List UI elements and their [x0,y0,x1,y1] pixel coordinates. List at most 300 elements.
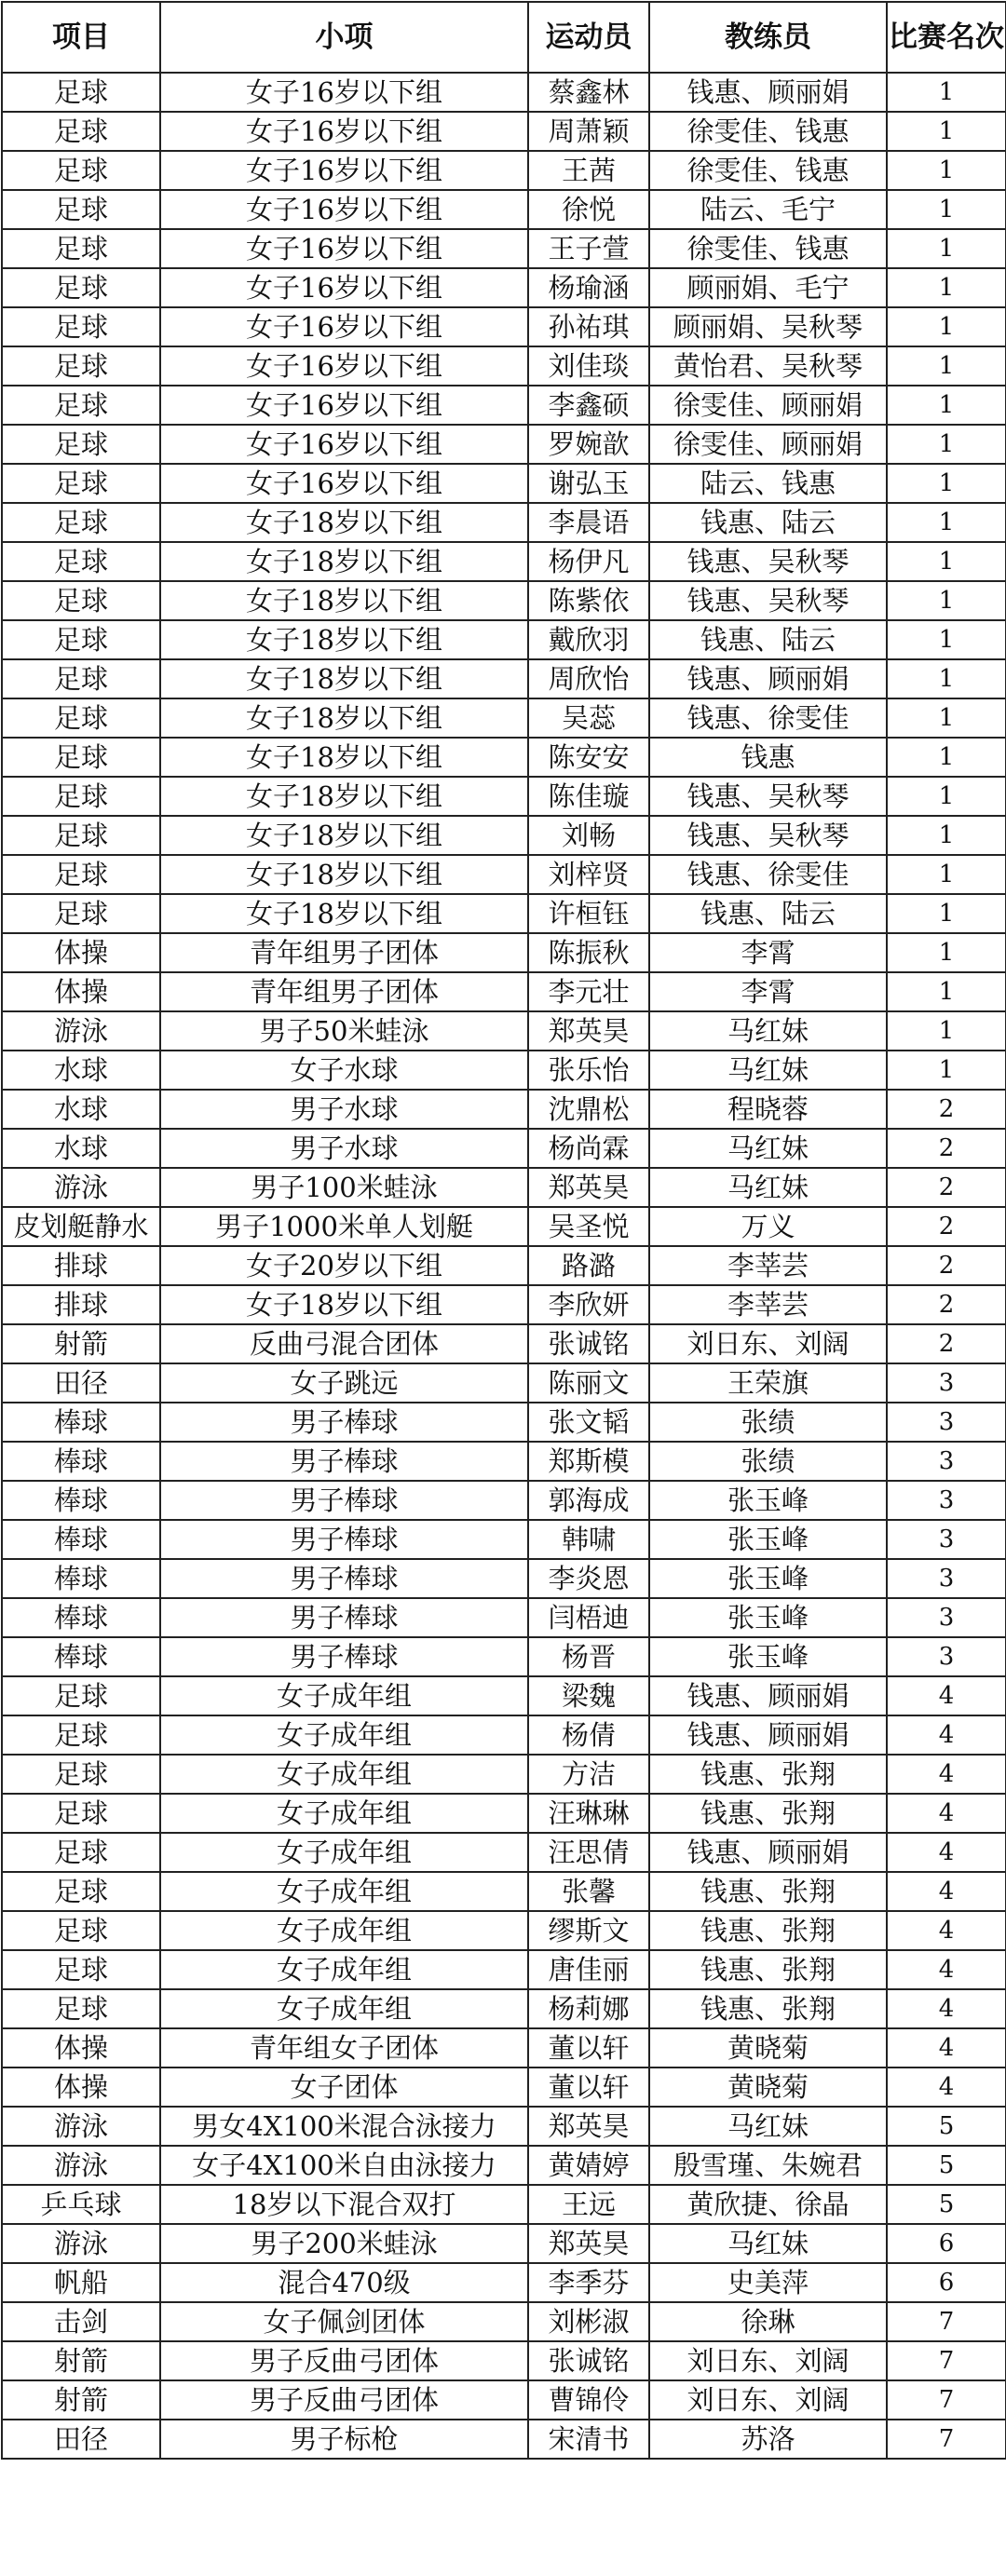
table-row [2,1324,1006,1363]
cell-rank: 1 [887,933,1006,972]
cell-coach: 李霄 [649,933,887,972]
cell-sport: 棒球 [2,1520,160,1559]
cell-coach: 钱惠、陆云 [649,503,887,542]
cell-coach: 苏洛 [649,2420,887,2459]
cell-event: 女子18岁以下组 [160,855,528,894]
cell-rank: 4 [887,1911,1006,1950]
table-row [2,1207,1006,1246]
cell-athlete: 郑英昊 [528,1168,649,1207]
cell-coach: 王荣旗 [649,1363,887,1403]
cell-sport: 足球 [2,1755,160,1794]
table-row [2,1090,1006,1129]
cell-athlete: 许桓钰 [528,894,649,933]
cell-athlete: 郑英昊 [528,2224,649,2263]
cell-coach: 马红妹 [649,2224,887,2263]
cell-rank: 2 [887,1285,1006,1324]
table-row [2,1168,1006,1207]
table-row [2,1755,1006,1794]
cell-athlete: 杨伊凡 [528,542,649,581]
cell-event: 女子18岁以下组 [160,503,528,542]
header-event: 小项 [160,2,528,73]
cell-athlete: 韩啸 [528,1520,649,1559]
cell-athlete: 陈佳璇 [528,777,649,816]
cell-athlete: 缪斯文 [528,1911,649,1950]
cell-rank: 1 [887,73,1006,112]
table-row [2,307,1006,346]
cell-sport: 水球 [2,1090,160,1129]
cell-sport: 击剑 [2,2302,160,2341]
cell-event: 男子反曲弓团体 [160,2380,528,2420]
cell-sport: 足球 [2,620,160,659]
cell-event: 女子成年组 [160,1950,528,1989]
cell-coach: 钱惠、顾丽娟 [649,1833,887,1872]
table-row [2,581,1006,620]
cell-sport: 足球 [2,1794,160,1833]
cell-athlete: 郑英昊 [528,1011,649,1051]
cell-sport: 体操 [2,972,160,1011]
cell-coach: 黄怡君、吴秋琴 [649,346,887,386]
cell-rank: 1 [887,112,1006,151]
table-row [2,73,1006,112]
table-row [2,1676,1006,1715]
table-row [2,1051,1006,1090]
header-rank: 比赛名次 [887,2,1006,73]
cell-sport: 足球 [2,307,160,346]
cell-athlete: 李季芬 [528,2263,649,2302]
cell-coach: 徐雯佳、钱惠 [649,229,887,268]
cell-athlete: 郑英昊 [528,2107,649,2146]
cell-athlete: 汪思倩 [528,1833,649,1872]
cell-athlete: 谢弘玉 [528,464,649,503]
cell-event: 女子16岁以下组 [160,346,528,386]
cell-sport: 足球 [2,1872,160,1911]
cell-event: 男子水球 [160,1090,528,1129]
table-row [2,268,1006,307]
cell-event: 男子反曲弓团体 [160,2341,528,2380]
cell-sport: 足球 [2,73,160,112]
header-row [2,2,1006,73]
cell-rank: 6 [887,2263,1006,2302]
cell-event: 反曲弓混合团体 [160,1324,528,1363]
cell-athlete: 刘彬淑 [528,2302,649,2341]
cell-rank: 4 [887,1950,1006,1989]
cell-rank: 7 [887,2420,1006,2459]
cell-athlete: 蔡鑫林 [528,73,649,112]
cell-sport: 足球 [2,894,160,933]
cell-sport: 水球 [2,1051,160,1090]
cell-rank: 4 [887,1872,1006,1911]
cell-event: 青年组男子团体 [160,972,528,1011]
header-athlete: 运动员 [528,2,649,73]
cell-coach: 钱惠、吴秋琴 [649,542,887,581]
cell-athlete: 宋清书 [528,2420,649,2459]
cell-rank: 4 [887,1794,1006,1833]
cell-sport: 棒球 [2,1598,160,1637]
cell-event: 男女4X100米混合泳接力 [160,2107,528,2146]
cell-sport: 射箭 [2,1324,160,1363]
cell-sport: 足球 [2,229,160,268]
cell-rank: 4 [887,1833,1006,1872]
cell-event: 女子成年组 [160,1794,528,1833]
cell-sport: 水球 [2,1129,160,1168]
table-row [2,1833,1006,1872]
cell-athlete: 张馨 [528,1872,649,1911]
cell-sport: 田径 [2,2420,160,2459]
cell-athlete: 张诚铭 [528,2341,649,2380]
cell-athlete: 汪琳琳 [528,1794,649,1833]
cell-rank: 3 [887,1442,1006,1481]
cell-athlete: 陈安安 [528,738,649,777]
cell-event: 女子成年组 [160,1833,528,1872]
cell-sport: 足球 [2,1989,160,2028]
cell-sport: 足球 [2,346,160,386]
table-body [2,73,1006,2459]
cell-coach: 钱惠、吴秋琴 [649,777,887,816]
cell-event: 男子1000米单人划艇 [160,1207,528,1246]
cell-event: 女子4X100米自由泳接力 [160,2146,528,2185]
cell-event: 女子16岁以下组 [160,229,528,268]
cell-coach: 徐雯佳、钱惠 [649,151,887,190]
cell-coach: 钱惠、顾丽娟 [649,1715,887,1755]
cell-event: 青年组女子团体 [160,2028,528,2068]
table-row [2,1129,1006,1168]
table-row [2,1403,1006,1442]
cell-coach: 徐雯佳、钱惠 [649,112,887,151]
cell-sport: 游泳 [2,2224,160,2263]
cell-rank: 6 [887,2224,1006,2263]
cell-rank: 5 [887,2185,1006,2224]
table-row [2,2341,1006,2380]
cell-athlete: 张乐怡 [528,1051,649,1090]
cell-coach: 顾丽娟、吴秋琴 [649,307,887,346]
cell-sport: 棒球 [2,1403,160,1442]
cell-sport: 棒球 [2,1637,160,1676]
cell-coach: 黄欣捷、徐晶 [649,2185,887,2224]
cell-rank: 1 [887,229,1006,268]
cell-event: 女子16岁以下组 [160,464,528,503]
cell-event: 男子100米蛙泳 [160,1168,528,1207]
table-row [2,2068,1006,2107]
table-row [2,190,1006,229]
cell-sport: 足球 [2,1833,160,1872]
cell-athlete: 路潞 [528,1246,649,1285]
cell-athlete: 黄婧婷 [528,2146,649,2185]
cell-athlete: 王远 [528,2185,649,2224]
cell-event: 女子16岁以下组 [160,425,528,464]
cell-event: 女子18岁以下组 [160,816,528,855]
cell-athlete: 王子萱 [528,229,649,268]
table-row [2,1950,1006,1989]
cell-sport: 乒乓球 [2,2185,160,2224]
table-row [2,151,1006,190]
cell-event: 男子水球 [160,1129,528,1168]
cell-event: 女子16岁以下组 [160,151,528,190]
table-row [2,1794,1006,1833]
cell-rank: 3 [887,1559,1006,1598]
table-row [2,933,1006,972]
table-row [2,464,1006,503]
cell-athlete: 杨晋 [528,1637,649,1676]
table-row [2,1481,1006,1520]
cell-sport: 射箭 [2,2380,160,2420]
cell-coach: 程晓蓉 [649,1090,887,1129]
cell-event: 女子团体 [160,2068,528,2107]
cell-sport: 足球 [2,464,160,503]
cell-coach: 钱惠、张翔 [649,1872,887,1911]
table-row [2,2028,1006,2068]
cell-rank: 1 [887,268,1006,307]
cell-rank: 3 [887,1637,1006,1676]
table-row [2,503,1006,542]
cell-sport: 足球 [2,151,160,190]
table-row [2,346,1006,386]
cell-event: 女子16岁以下组 [160,307,528,346]
cell-coach: 钱惠、吴秋琴 [649,581,887,620]
cell-coach: 张玉峰 [649,1637,887,1676]
header-coach: 教练员 [649,2,887,73]
cell-coach: 钱惠、张翔 [649,1989,887,2028]
cell-event: 青年组男子团体 [160,933,528,972]
cell-rank: 1 [887,307,1006,346]
cell-athlete: 陈丽文 [528,1363,649,1403]
cell-coach: 黄晓菊 [649,2068,887,2107]
cell-sport: 游泳 [2,2146,160,2185]
cell-rank: 7 [887,2380,1006,2420]
cell-event: 18岁以下混合双打 [160,2185,528,2224]
cell-event: 混合470级 [160,2263,528,2302]
cell-coach: 钱惠、陆云 [649,894,887,933]
cell-coach: 史美萍 [649,2263,887,2302]
cell-athlete: 李元壮 [528,972,649,1011]
cell-athlete: 梁魏 [528,1676,649,1715]
cell-event: 女子18岁以下组 [160,659,528,698]
cell-rank: 3 [887,1403,1006,1442]
cell-event: 男子50米蛙泳 [160,1011,528,1051]
cell-sport: 足球 [2,268,160,307]
cell-sport: 足球 [2,659,160,698]
table-row [2,425,1006,464]
cell-athlete: 李晨语 [528,503,649,542]
cell-event: 女子18岁以下组 [160,542,528,581]
cell-coach: 顾丽娟、毛宁 [649,268,887,307]
table-row [2,1715,1006,1755]
cell-rank: 3 [887,1598,1006,1637]
cell-coach: 刘日东、刘阔 [649,2341,887,2380]
cell-rank: 2 [887,1324,1006,1363]
cell-rank: 1 [887,542,1006,581]
table-row [2,2107,1006,2146]
cell-athlete: 唐佳丽 [528,1950,649,1989]
cell-athlete: 沈鼎松 [528,1090,649,1129]
cell-event: 女子16岁以下组 [160,386,528,425]
table-row [2,2263,1006,2302]
cell-athlete: 孙祐琪 [528,307,649,346]
cell-coach: 殷雪瑾、朱婉君 [649,2146,887,2185]
table-row [2,542,1006,581]
cell-rank: 4 [887,1755,1006,1794]
cell-athlete: 董以轩 [528,2068,649,2107]
cell-coach: 万义 [649,1207,887,1246]
cell-athlete: 杨莉娜 [528,1989,649,2028]
cell-athlete: 杨瑜涵 [528,268,649,307]
cell-sport: 田径 [2,1363,160,1403]
cell-event: 女子18岁以下组 [160,738,528,777]
cell-athlete: 罗婉歆 [528,425,649,464]
cell-athlete: 刘畅 [528,816,649,855]
cell-coach: 钱惠、张翔 [649,1794,887,1833]
cell-coach: 徐雯佳、顾丽娟 [649,425,887,464]
cell-coach: 钱惠、张翔 [649,1950,887,1989]
cell-sport: 足球 [2,816,160,855]
cell-event: 女子18岁以下组 [160,698,528,738]
cell-rank: 1 [887,151,1006,190]
cell-event: 女子成年组 [160,1989,528,2028]
table-row [2,855,1006,894]
cell-event: 男子棒球 [160,1598,528,1637]
table-header [2,2,1006,73]
cell-event: 男子200米蛙泳 [160,2224,528,2263]
cell-sport: 足球 [2,1715,160,1755]
cell-event: 男子棒球 [160,1403,528,1442]
table-row [2,894,1006,933]
table-row [2,1442,1006,1481]
cell-rank: 1 [887,816,1006,855]
cell-sport: 足球 [2,777,160,816]
cell-sport: 足球 [2,1911,160,1950]
table-row [2,1246,1006,1285]
table-row [2,112,1006,151]
cell-sport: 足球 [2,855,160,894]
cell-coach: 钱惠、张翔 [649,1911,887,1950]
cell-event: 女子20岁以下组 [160,1246,528,1285]
cell-rank: 2 [887,1246,1006,1285]
cell-event: 女子16岁以下组 [160,268,528,307]
cell-athlete: 戴欣羽 [528,620,649,659]
table-row [2,2224,1006,2263]
cell-rank: 1 [887,738,1006,777]
cell-sport: 足球 [2,190,160,229]
cell-rank: 2 [887,1129,1006,1168]
cell-event: 男子棒球 [160,1520,528,1559]
cell-rank: 4 [887,2028,1006,2068]
cell-rank: 1 [887,1051,1006,1090]
cell-coach: 马红妹 [649,1011,887,1051]
cell-coach: 马红妹 [649,1129,887,1168]
cell-event: 男子棒球 [160,1559,528,1598]
cell-coach: 钱惠、张翔 [649,1755,887,1794]
cell-rank: 4 [887,1989,1006,2028]
cell-rank: 1 [887,620,1006,659]
cell-event: 女子成年组 [160,1676,528,1715]
cell-coach: 钱惠、徐雯佳 [649,855,887,894]
cell-rank: 2 [887,1090,1006,1129]
header-sport: 项目 [2,2,160,73]
cell-event: 女子水球 [160,1051,528,1090]
table-row [2,2146,1006,2185]
table-row [2,1637,1006,1676]
cell-event: 女子16岁以下组 [160,190,528,229]
cell-athlete: 闫梧迪 [528,1598,649,1637]
cell-coach: 张绩 [649,1403,887,1442]
cell-event: 女子成年组 [160,1872,528,1911]
cell-event: 女子18岁以下组 [160,581,528,620]
cell-event: 女子18岁以下组 [160,1285,528,1324]
cell-rank: 3 [887,1520,1006,1559]
cell-event: 女子18岁以下组 [160,894,528,933]
cell-athlete: 曹锦伶 [528,2380,649,2420]
cell-coach: 马红妹 [649,1168,887,1207]
table-row [2,1363,1006,1403]
cell-athlete: 杨倩 [528,1715,649,1755]
cell-athlete: 刘梓贤 [528,855,649,894]
cell-event: 男子标枪 [160,2420,528,2459]
cell-athlete: 李炎恩 [528,1559,649,1598]
cell-sport: 足球 [2,1676,160,1715]
cell-event: 男子棒球 [160,1637,528,1676]
cell-rank: 1 [887,386,1006,425]
cell-sport: 足球 [2,542,160,581]
cell-sport: 棒球 [2,1559,160,1598]
cell-rank: 1 [887,425,1006,464]
cell-rank: 1 [887,190,1006,229]
cell-athlete: 王茜 [528,151,649,190]
cell-sport: 足球 [2,386,160,425]
cell-sport: 足球 [2,112,160,151]
cell-athlete: 郭海成 [528,1481,649,1520]
cell-rank: 1 [887,503,1006,542]
cell-sport: 足球 [2,738,160,777]
cell-rank: 1 [887,972,1006,1011]
cell-coach: 马红妹 [649,2107,887,2146]
cell-coach: 陆云、钱惠 [649,464,887,503]
cell-coach: 马红妹 [649,1051,887,1090]
table-row [2,2420,1006,2459]
cell-coach: 张玉峰 [649,1481,887,1520]
cell-sport: 棒球 [2,1481,160,1520]
cell-coach: 徐琳 [649,2302,887,2341]
table-row [2,1520,1006,1559]
cell-athlete: 张文韬 [528,1403,649,1442]
cell-coach: 钱惠 [649,738,887,777]
cell-rank: 5 [887,2107,1006,2146]
cell-rank: 1 [887,777,1006,816]
cell-sport: 排球 [2,1285,160,1324]
cell-athlete: 李鑫硕 [528,386,649,425]
table-row [2,972,1006,1011]
cell-event: 女子成年组 [160,1715,528,1755]
cell-rank: 3 [887,1481,1006,1520]
cell-rank: 2 [887,1207,1006,1246]
cell-athlete: 周萧颖 [528,112,649,151]
cell-sport: 体操 [2,933,160,972]
cell-athlete: 李欣妍 [528,1285,649,1324]
cell-event: 女子18岁以下组 [160,777,528,816]
cell-coach: 陆云、毛宁 [649,190,887,229]
cell-rank: 7 [887,2302,1006,2341]
cell-event: 男子棒球 [160,1481,528,1520]
cell-athlete: 杨尚霖 [528,1129,649,1168]
cell-coach: 刘日东、刘阔 [649,1324,887,1363]
table-row [2,1989,1006,2028]
cell-rank: 5 [887,2146,1006,2185]
cell-event: 女子成年组 [160,1755,528,1794]
cell-athlete: 陈振秋 [528,933,649,972]
cell-coach: 张绩 [649,1442,887,1481]
table-row [2,1872,1006,1911]
cell-athlete: 吴蕊 [528,698,649,738]
cell-rank: 2 [887,1168,1006,1207]
cell-athlete: 徐悦 [528,190,649,229]
